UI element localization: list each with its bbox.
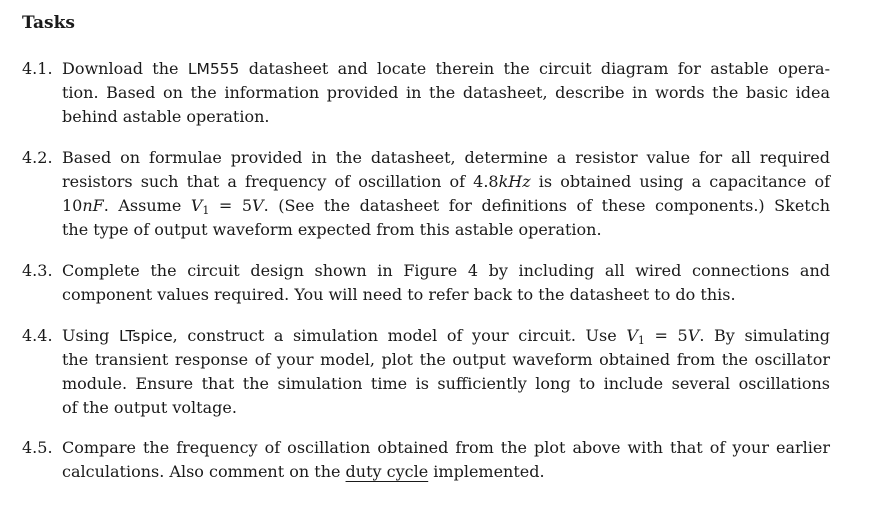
task-number: 4.3. — [22, 261, 53, 280]
duty-cycle-link[interactable]: duty cycle — [345, 462, 429, 481]
math-value: 10 — [62, 196, 83, 215]
math-subscript: 1 — [637, 334, 645, 347]
software-name: LTspice — [118, 327, 173, 345]
task-line: module. Ensure that the simulation time is sufficiently long to include several oscillations — [62, 374, 830, 393]
math-unit: V — [252, 196, 264, 215]
task-line: the transient response of your model, plot the output waveform obtained from the oscillator — [62, 350, 830, 369]
math-unit: nF — [82, 196, 104, 215]
task-line: Download the LM555 datasheet and locate therein the circuit diagram for astable opera- — [62, 59, 830, 78]
task-line: of the output voltage. — [62, 398, 237, 417]
task-line: Complete the circuit design shown in Figure 4 by including all wired connections and — [62, 261, 830, 280]
task-text — [62, 436, 830, 484]
task-line: Compare the frequency of oscillation obtained from the plot above with that of your earlier — [62, 438, 830, 457]
task-line: calculations. Also comment on the duty cycle implemented. — [62, 462, 545, 481]
task-text — [62, 146, 830, 242]
task-line: Using LTspice, construct a simulation model of your circuit. Use $V_1 = 5V$. By simulating — [62, 326, 830, 347]
task-number: 4.4. — [22, 326, 53, 345]
task-line: tion. Based on the information provided in the datasheet, describe in words the basic idea — [62, 83, 830, 102]
task-text — [62, 324, 830, 420]
math-unit: kHz — [498, 172, 531, 191]
task-text — [62, 259, 830, 307]
math-variable: V — [626, 326, 638, 345]
task-line: 10nF. Assume $V_1 = 5V$. (See the datasheet for definitions of these components.) Sketch — [62, 196, 831, 217]
task-number: 4.1. — [22, 59, 53, 78]
math-unit: V — [687, 326, 700, 345]
task-line: Based on formulae provided in the datasheet, determine a resistor value for all required — [62, 148, 830, 167]
task-text — [62, 57, 830, 129]
math-value: 4.8 — [473, 172, 499, 191]
task-number: 4.2. — [22, 148, 53, 167]
task-number: 4.5. — [22, 438, 53, 457]
task-line: the type of output waveform expected from this astable operation. — [62, 220, 602, 239]
math-subscript: 1 — [202, 204, 210, 217]
task-line: component values required. You will need to refer back to the datasheet to do this. — [62, 285, 736, 304]
math-variable: V — [190, 196, 203, 215]
section-heading: Tasks — [22, 13, 75, 33]
product-name: LM555 — [187, 60, 240, 78]
task-line: resistors such that a frequency of oscillation of 4.8kHz is obtained using a capacitance of — [62, 172, 831, 191]
task-line: behind astable operation. — [62, 107, 270, 126]
